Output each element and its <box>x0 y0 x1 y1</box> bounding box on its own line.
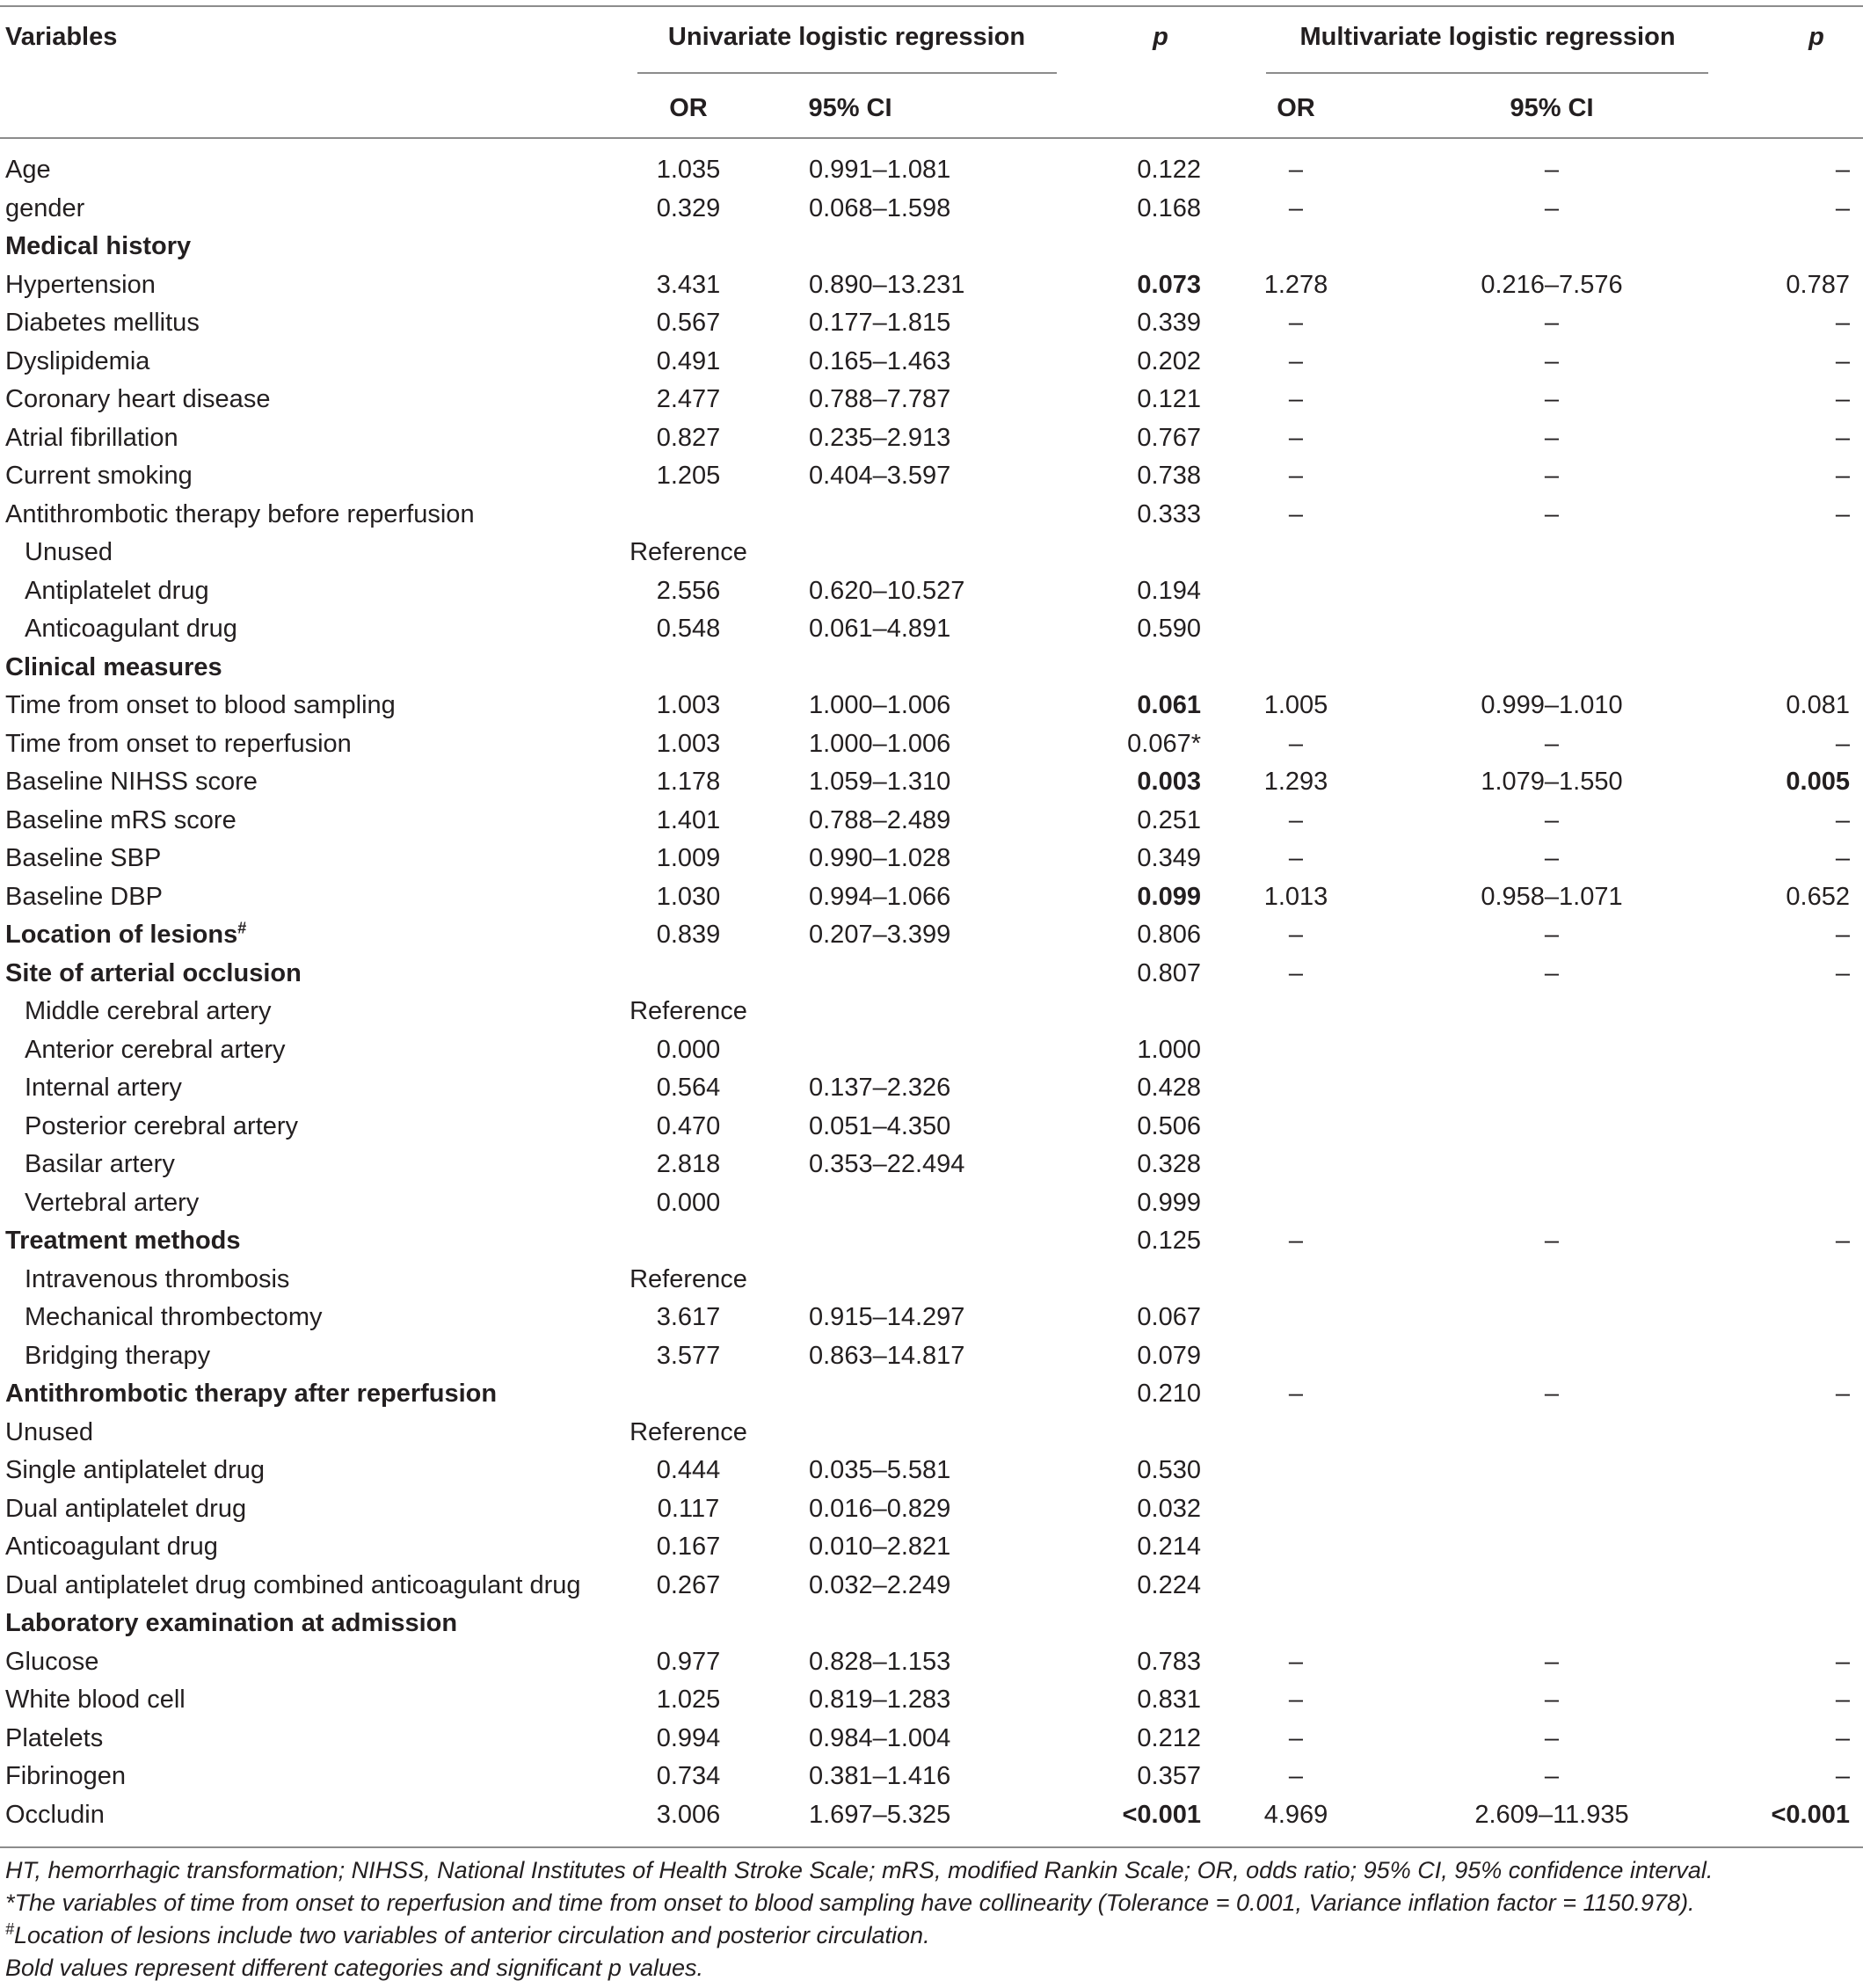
cell-multivariate-or: – <box>1288 499 1304 528</box>
row-label <box>5 1531 218 1562</box>
cell-multivariate-ci: – <box>1544 844 1560 872</box>
cell-univariate-ci: 0.828–1.153 <box>809 1647 951 1676</box>
row-label-text: Treatment methods <box>5 1227 241 1255</box>
row-label-text: Location of lesions <box>5 921 238 949</box>
cell-univariate-ci: 0.819–1.283 <box>809 1686 951 1714</box>
cell-univariate-ci: 0.032–2.249 <box>809 1570 951 1599</box>
cell-univariate-ci: 0.863–14.817 <box>809 1341 965 1370</box>
row-label-text: gender <box>5 193 85 222</box>
cell-multivariate-or: – <box>1288 1723 1304 1752</box>
cell-univariate-or: 0.000 <box>656 1188 721 1217</box>
cell-univariate-ci: 0.177–1.815 <box>809 309 951 337</box>
cell-multivariate-p: – <box>1835 1380 1850 1408</box>
row-label-text: Dual antiplatelet drug <box>5 1494 247 1523</box>
cell-multivariate-or: – <box>1288 156 1304 184</box>
row-label-text: Baseline DBP <box>5 882 163 911</box>
cell-univariate-or: 0.167 <box>656 1533 721 1561</box>
cell-multivariate-p: – <box>1835 193 1850 222</box>
cell-univariate-ci: 0.235–2.913 <box>809 423 951 452</box>
row-label-text: Posterior cerebral artery <box>25 1111 299 1140</box>
row-label <box>5 1646 98 1678</box>
cell-univariate-p: 0.214 <box>1137 1533 1201 1561</box>
cell-multivariate-ci: – <box>1544 1227 1560 1255</box>
row-label <box>5 1799 105 1831</box>
row-label-text: Anticoagulant drug <box>25 615 237 643</box>
cell-univariate-p: 0.767 <box>1137 423 1201 452</box>
cell-univariate-p: 0.251 <box>1137 805 1201 834</box>
header-multivariate-ci: 95% CI <box>1510 94 1594 122</box>
cell-univariate-ci: 0.890–13.231 <box>809 270 965 299</box>
cell-multivariate-ci: – <box>1544 309 1560 337</box>
cell-univariate-or: 0.994 <box>656 1723 721 1752</box>
row-label-text: Age <box>5 156 51 184</box>
row-label <box>5 154 51 186</box>
header-multivariate: Multivariate logistic regression <box>1299 23 1676 51</box>
cell-univariate-p: 0.738 <box>1137 462 1201 490</box>
row-label <box>5 460 193 492</box>
cell-multivariate-or: – <box>1288 1686 1304 1714</box>
row-label-text: Time from onset to blood sampling <box>5 691 396 719</box>
cell-multivariate-p: – <box>1835 462 1850 490</box>
row-label <box>5 1722 103 1754</box>
cell-univariate-p: 0.073 <box>1137 270 1201 299</box>
row-label <box>5 689 396 721</box>
cell-multivariate-or: – <box>1288 958 1304 987</box>
cell-univariate-ci: 0.137–2.326 <box>809 1074 951 1102</box>
cell-univariate-or: 1.025 <box>656 1686 721 1714</box>
row-label <box>5 1378 497 1409</box>
cell-multivariate-ci: – <box>1544 729 1560 758</box>
cell-multivariate-p: – <box>1835 729 1850 758</box>
row-label-text: White blood cell <box>5 1686 186 1714</box>
cell-multivariate-ci: – <box>1544 1380 1560 1408</box>
footnote-location-text: Location of lesions include two variables of anterior circulation and posterior circulation. <box>14 1922 930 1948</box>
cell-multivariate-or: – <box>1288 193 1304 222</box>
row-label-text: Coronary heart disease <box>5 385 271 413</box>
cell-univariate-or: 1.178 <box>656 768 721 796</box>
cell-univariate-p: 0.099 <box>1137 882 1201 911</box>
row-label <box>5 1684 186 1715</box>
cell-univariate-or: Reference <box>629 1417 747 1446</box>
cell-multivariate-ci: 0.216–7.576 <box>1481 270 1623 299</box>
cell-univariate-p: 0.003 <box>1137 768 1201 796</box>
cell-multivariate-ci: 0.999–1.010 <box>1481 691 1623 719</box>
cell-univariate-ci: 0.353–22.494 <box>809 1150 965 1178</box>
cell-univariate-ci: 0.381–1.416 <box>809 1762 951 1790</box>
cell-univariate-ci: 1.059–1.310 <box>809 768 951 796</box>
cell-univariate-or: 0.491 <box>656 346 721 375</box>
cell-univariate-p: 0.831 <box>1137 1686 1201 1714</box>
row-label-text: Middle cerebral artery <box>25 997 272 1025</box>
row-label <box>25 575 209 607</box>
row-label <box>25 1148 175 1180</box>
cell-univariate-ci: 0.915–14.297 <box>809 1303 965 1331</box>
row-label-text: Time from onset to reperfusion <box>5 729 352 758</box>
cell-multivariate-ci: – <box>1544 1647 1560 1676</box>
cell-multivariate-ci: – <box>1544 385 1560 413</box>
row-label <box>25 1072 182 1103</box>
row-label-text: Clinical measures <box>5 652 222 681</box>
cell-univariate-or: 1.003 <box>656 729 721 758</box>
cell-univariate-p: 0.349 <box>1137 844 1201 872</box>
row-label <box>5 958 302 989</box>
cell-multivariate-ci: – <box>1544 1686 1560 1714</box>
cell-multivariate-or: – <box>1288 1380 1304 1408</box>
row-label-text: Baseline NIHSS score <box>5 768 258 796</box>
cell-univariate-ci: 0.165–1.463 <box>809 346 951 375</box>
row-label-text: Single antiplatelet drug <box>5 1456 266 1484</box>
cell-univariate-p: 0.032 <box>1137 1494 1201 1523</box>
cell-univariate-p: 0.807 <box>1137 958 1201 987</box>
row-label <box>25 1187 199 1219</box>
row-label-text: Fibrinogen <box>5 1762 127 1790</box>
cell-univariate-or: 2.818 <box>656 1150 721 1178</box>
cell-multivariate-ci: – <box>1544 462 1560 490</box>
row-label-text: Medical history <box>5 232 192 260</box>
row-label-text: Baseline SBP <box>5 844 162 872</box>
cell-univariate-p: 0.506 <box>1137 1111 1201 1140</box>
row-label <box>5 842 161 874</box>
footnote-bold <box>5 1953 703 1983</box>
cell-multivariate-ci: – <box>1544 346 1560 375</box>
row-label-text: Current smoking <box>5 462 193 490</box>
cell-multivariate-ci: – <box>1544 423 1560 452</box>
cell-multivariate-or: – <box>1288 844 1304 872</box>
header-multivariate-p: p <box>1808 23 1824 51</box>
cell-multivariate-ci: – <box>1544 1723 1560 1752</box>
cell-univariate-or: 0.444 <box>656 1456 721 1484</box>
cell-multivariate-or: – <box>1288 385 1304 413</box>
cell-multivariate-ci: – <box>1544 958 1560 987</box>
cell-multivariate-p: – <box>1835 385 1850 413</box>
cell-univariate-p: 0.590 <box>1137 615 1201 643</box>
row-label-text: Anterior cerebral artery <box>25 1035 286 1064</box>
cell-univariate-ci: 0.010–2.821 <box>809 1533 951 1561</box>
cell-univariate-or: Reference <box>629 997 747 1025</box>
cell-univariate-p: 0.168 <box>1137 193 1201 222</box>
cell-univariate-p: 0.067* <box>1127 729 1201 758</box>
row-label <box>5 728 352 760</box>
row-label-text: Bridging therapy <box>25 1341 211 1370</box>
row-label <box>25 1301 322 1333</box>
cell-univariate-p: 0.783 <box>1137 1647 1201 1676</box>
header-univariate: Univariate logistic regression <box>667 23 1026 51</box>
cell-univariate-or: 2.477 <box>656 385 721 413</box>
cell-univariate-ci: 0.994–1.066 <box>809 882 951 911</box>
row-label <box>5 766 258 797</box>
cell-multivariate-or: – <box>1288 805 1304 834</box>
cell-univariate-ci: 1.697–5.325 <box>809 1800 951 1829</box>
row-label-text: Diabetes mellitus <box>5 309 200 337</box>
row-label <box>25 1340 210 1372</box>
cell-multivariate-ci: – <box>1544 1762 1560 1790</box>
cell-univariate-or: 0.267 <box>656 1570 721 1599</box>
cell-univariate-p: 0.339 <box>1137 309 1201 337</box>
row-label-text: Dyslipidemia <box>5 346 150 375</box>
cell-univariate-or: 3.006 <box>656 1800 721 1829</box>
cell-univariate-or: 0.470 <box>656 1111 721 1140</box>
row-label-text: Internal artery <box>25 1074 182 1102</box>
cell-univariate-p: 0.999 <box>1137 1188 1201 1217</box>
cell-univariate-ci: 0.016–0.829 <box>809 1494 951 1523</box>
cell-univariate-p: 0.194 <box>1137 576 1201 605</box>
row-label <box>5 919 246 950</box>
cell-univariate-or: 1.009 <box>656 844 721 872</box>
cell-univariate-or: 0.567 <box>656 309 721 337</box>
cell-univariate-or: 0.117 <box>657 1494 720 1523</box>
cell-univariate-or: 2.556 <box>656 576 721 605</box>
cell-univariate-ci: 0.035–5.581 <box>809 1456 951 1484</box>
cell-multivariate-p: <0.001 <box>1771 1800 1850 1829</box>
cell-univariate-or: 3.617 <box>656 1303 721 1331</box>
cell-multivariate-p: 0.005 <box>1786 768 1850 796</box>
row-label <box>5 1454 265 1486</box>
cell-multivariate-or: – <box>1288 346 1304 375</box>
row-label <box>25 1263 289 1295</box>
cell-univariate-or: 1.035 <box>656 156 721 184</box>
cell-univariate-or: 0.734 <box>656 1762 721 1790</box>
row-label <box>25 995 271 1027</box>
row-label <box>5 1493 246 1525</box>
cell-multivariate-p: – <box>1835 1227 1850 1255</box>
row-label-text: Unused <box>5 1417 93 1446</box>
cell-multivariate-ci: – <box>1544 156 1560 184</box>
cell-multivariate-p: 0.787 <box>1786 270 1850 299</box>
cell-univariate-or: Reference <box>629 538 747 566</box>
cell-multivariate-ci: 1.079–1.550 <box>1481 768 1623 796</box>
cell-multivariate-or: – <box>1288 921 1304 949</box>
row-label <box>5 1416 93 1448</box>
cell-univariate-p: <0.001 <box>1122 1800 1201 1829</box>
row-label <box>5 193 84 224</box>
cell-multivariate-or: 1.005 <box>1263 691 1328 719</box>
row-label-text: Glucose <box>5 1647 99 1676</box>
cell-univariate-ci: 1.000–1.006 <box>809 691 951 719</box>
row-label-text: Hypertension <box>5 270 156 299</box>
row-label <box>5 1607 457 1639</box>
row-label-text: Laboratory examination at admission <box>5 1609 458 1637</box>
row-label <box>5 499 475 530</box>
cell-univariate-or: 0.548 <box>656 615 721 643</box>
cell-multivariate-or: – <box>1288 423 1304 452</box>
cell-univariate-or: 0.564 <box>656 1074 721 1102</box>
row-label <box>5 1569 581 1601</box>
cell-univariate-or: Reference <box>629 1264 747 1293</box>
row-label-text: Intravenous thrombosis <box>25 1264 290 1293</box>
cell-univariate-p: 1.000 <box>1137 1035 1201 1064</box>
cell-multivariate-or: 4.969 <box>1263 1800 1328 1829</box>
footnote-abbreviations: HT, hemorrhagic transformation; NIHSS, National Institutes of Health Stroke Scale; mRS, modified Rankin Scale; OR, odds ratio; 95% CI, 95% confidence interval. <box>5 1857 1714 1883</box>
cell-univariate-or: 1.401 <box>656 805 721 834</box>
cell-univariate-ci: 0.404–3.597 <box>809 462 951 490</box>
row-label-text: Antithrombotic therapy after reperfusion <box>5 1380 498 1408</box>
cell-multivariate-p: – <box>1835 1647 1850 1676</box>
row-label <box>5 346 149 377</box>
row-label <box>5 652 222 683</box>
row-label-text: Anticoagulant drug <box>5 1533 218 1561</box>
footnote-collinearity: *The variables of time from onset to reperfusion and time from onset to blood sampling have collinearity (Tolerance = 0.001, Variance inflation factor = 1150.978). <box>5 1890 1695 1916</box>
cell-univariate-ci: 0.068–1.598 <box>809 193 951 222</box>
row-label-text: Antiplatelet drug <box>25 576 209 605</box>
cell-multivariate-ci: 2.609–11.935 <box>1474 1800 1629 1829</box>
cell-multivariate-or: – <box>1288 729 1304 758</box>
cell-univariate-ci: 0.788–2.489 <box>809 805 951 834</box>
cell-univariate-ci: 0.051–4.350 <box>809 1111 951 1140</box>
cell-univariate-p: 0.333 <box>1137 499 1201 528</box>
header-univariate-or: OR <box>669 94 708 122</box>
row-label <box>5 269 156 301</box>
cell-univariate-p: 0.328 <box>1137 1150 1201 1178</box>
cell-univariate-p: 0.067 <box>1137 1303 1201 1331</box>
cell-multivariate-ci: – <box>1544 921 1560 949</box>
cell-univariate-or: 1.003 <box>656 691 721 719</box>
row-label <box>5 383 270 415</box>
cell-univariate-ci: 0.061–4.891 <box>809 615 951 643</box>
cell-univariate-or: 0.329 <box>656 193 721 222</box>
cell-univariate-p: 0.224 <box>1137 1570 1201 1599</box>
row-label <box>5 1760 126 1792</box>
cell-univariate-p: 0.210 <box>1137 1380 1201 1408</box>
cell-multivariate-or: – <box>1288 462 1304 490</box>
cell-multivariate-p: – <box>1835 346 1850 375</box>
header-variables: Variables <box>5 23 118 51</box>
footnote-bold-prefix: Bold values represent different categories and significant <box>5 1955 608 1981</box>
row-label-text: Mechanical thrombectomy <box>25 1303 323 1331</box>
row-label-text: Vertebral artery <box>25 1188 200 1217</box>
cell-univariate-p: 0.806 <box>1137 921 1201 949</box>
cell-univariate-p: 0.212 <box>1137 1723 1201 1752</box>
cell-multivariate-p: – <box>1835 1723 1850 1752</box>
cell-multivariate-or: 1.013 <box>1263 882 1328 911</box>
cell-univariate-p: 0.530 <box>1137 1456 1201 1484</box>
cell-univariate-ci: 0.207–3.399 <box>809 921 951 949</box>
row-label-text: Baseline mRS score <box>5 805 237 834</box>
cell-multivariate-p: – <box>1835 958 1850 987</box>
cell-univariate-or: 3.577 <box>656 1341 721 1370</box>
cell-multivariate-ci: 0.958–1.071 <box>1481 882 1623 911</box>
row-label-footnote-mark: # <box>237 919 247 937</box>
row-label-text: Unused <box>25 538 113 566</box>
row-label <box>5 881 163 913</box>
cell-multivariate-or: – <box>1288 309 1304 337</box>
cell-multivariate-p: – <box>1835 423 1850 452</box>
cell-univariate-ci: 0.788–7.787 <box>809 385 951 413</box>
footnote-bold-suffix: values. <box>621 1955 703 1981</box>
row-label <box>5 805 237 836</box>
row-label <box>5 1225 241 1256</box>
cell-univariate-ci: 0.990–1.028 <box>809 844 951 872</box>
row-label <box>25 1111 298 1142</box>
cell-univariate-or: 1.205 <box>656 462 721 490</box>
cell-multivariate-p: – <box>1835 156 1850 184</box>
cell-multivariate-p: 0.081 <box>1786 691 1850 719</box>
cell-multivariate-or: 1.293 <box>1263 768 1328 796</box>
cell-multivariate-p: – <box>1835 1686 1850 1714</box>
cell-univariate-ci: 0.620–10.527 <box>809 576 965 605</box>
cell-univariate-or: 0.000 <box>656 1035 721 1064</box>
cell-multivariate-p: – <box>1835 309 1850 337</box>
cell-univariate-p: 0.061 <box>1137 691 1201 719</box>
header-univariate-p: p <box>1153 23 1168 51</box>
cell-multivariate-ci: – <box>1544 499 1560 528</box>
cell-multivariate-p: – <box>1835 921 1850 949</box>
row-label <box>25 1034 286 1066</box>
cell-multivariate-or: 1.278 <box>1263 270 1328 299</box>
row-label-text: Occludin <box>5 1800 105 1829</box>
row-label-text: Dual antiplatelet drug combined anticoagulant drug <box>5 1570 581 1599</box>
cell-univariate-p: 0.121 <box>1137 385 1201 413</box>
row-label-text: Antithrombotic therapy before reperfusion <box>5 499 475 528</box>
cell-univariate-or: 3.431 <box>656 270 721 299</box>
row-label <box>25 613 237 644</box>
row-label <box>5 307 200 339</box>
cell-univariate-ci: 0.991–1.081 <box>809 156 951 184</box>
row-label-text: Site of arterial occlusion <box>5 958 302 987</box>
cell-multivariate-ci: – <box>1544 193 1560 222</box>
footnote-location <box>5 1920 930 1950</box>
row-label <box>25 536 113 568</box>
row-label <box>5 422 178 454</box>
header-univariate-ci: 95% CI <box>808 94 892 122</box>
cell-multivariate-or: – <box>1288 1762 1304 1790</box>
cell-univariate-or: 0.839 <box>656 921 721 949</box>
cell-univariate-or: 0.827 <box>656 423 721 452</box>
cell-multivariate-or: – <box>1288 1647 1304 1676</box>
cell-multivariate-p: – <box>1835 844 1850 872</box>
cell-univariate-p: 0.357 <box>1137 1762 1201 1790</box>
footnote-bold-p: p <box>608 1955 622 1981</box>
cell-univariate-p: 0.125 <box>1137 1227 1201 1255</box>
cell-univariate-ci: 0.984–1.004 <box>809 1723 951 1752</box>
row-label-text: Platelets <box>5 1723 104 1752</box>
cell-multivariate-ci: – <box>1544 805 1560 834</box>
cell-univariate-or: 1.030 <box>656 882 721 911</box>
cell-multivariate-p: 0.652 <box>1786 882 1850 911</box>
header-multivariate-or: OR <box>1277 94 1315 122</box>
cell-univariate-p: 0.428 <box>1137 1074 1201 1102</box>
cell-univariate-or: 0.977 <box>656 1647 721 1676</box>
cell-multivariate-or: – <box>1288 1227 1304 1255</box>
cell-univariate-p: 0.202 <box>1137 346 1201 375</box>
cell-univariate-p: 0.079 <box>1137 1341 1201 1370</box>
cell-multivariate-p: – <box>1835 499 1850 528</box>
row-label <box>5 230 191 262</box>
cell-univariate-ci: 1.000–1.006 <box>809 729 951 758</box>
footnote-location-mark: # <box>5 1920 15 1938</box>
cell-multivariate-p: – <box>1835 1762 1850 1790</box>
cell-univariate-p: 0.122 <box>1137 156 1201 184</box>
cell-multivariate-p: – <box>1835 805 1850 834</box>
row-label-text: Basilar artery <box>25 1150 175 1178</box>
row-label-text: Atrial fibrillation <box>5 423 178 452</box>
